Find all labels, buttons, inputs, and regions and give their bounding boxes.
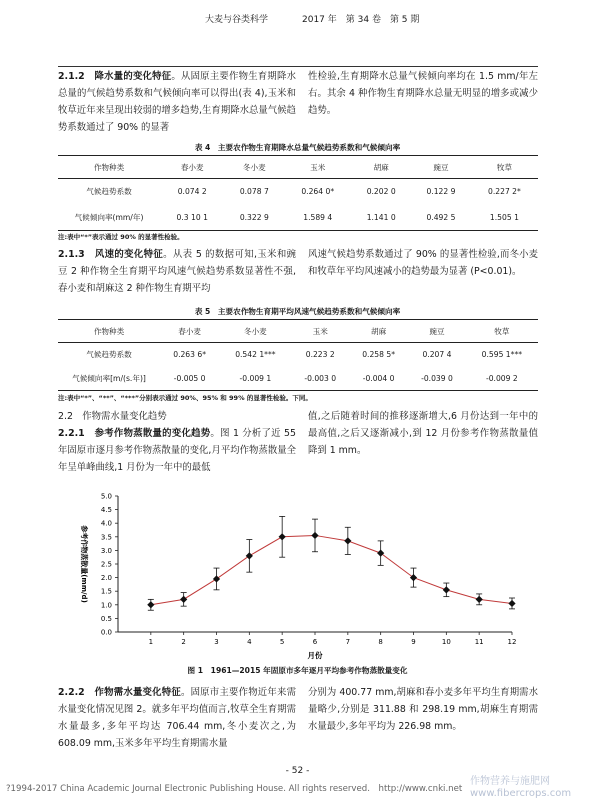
- table-4-caption: 表 4 主要农作物生育期降水总量气候趋势系数和气候倾向率: [194, 143, 401, 152]
- table-header-cell: 玉米: [284, 156, 351, 179]
- table-header-cell: 牧草: [466, 320, 538, 343]
- table-cell: -0.003 0: [292, 367, 349, 391]
- table-cell: -0.009 1: [219, 367, 291, 391]
- table-header-cell: 玉米: [292, 320, 349, 343]
- table-cell: 0.322 9: [224, 205, 284, 231]
- x-tick-label: 4: [247, 638, 252, 646]
- table-row: [58, 367, 538, 391]
- table-header-cell: 作物种类: [58, 156, 160, 179]
- table-header-cell: 冬小麦: [219, 320, 291, 343]
- data-point: [246, 552, 253, 559]
- y-tick-label: 1.5: [100, 587, 112, 596]
- page-number: - 52 -: [285, 766, 310, 776]
- table-row: [58, 205, 538, 231]
- table-cell: 0.263 6*: [173, 350, 207, 360]
- section-2-2-left: 2.2 作物需水量变化趋势 2.2.1 参考作物蒸散量的变化趋势。图 1 分析了近 55 年固原市逐月参考作物蒸散量的变化,月平均作物蒸散量全年呈单峰曲线,1 月份为一年中的最低: [58, 408, 296, 476]
- chart-series: [147, 516, 515, 610]
- data-point: [180, 596, 187, 603]
- section-2-2-heading: 2.2 作物需水量变化趋势: [58, 411, 167, 422]
- table-cell: -0.005 0: [160, 367, 219, 391]
- table-cell: -0.009 2: [466, 367, 538, 391]
- y-axis-label: 参考作物蒸散量(mm/d): [80, 525, 88, 603]
- table-cell: 0.223 2: [305, 350, 335, 360]
- section-2-1-3-right: 风速气候趋势系数通过了 90% 的显著性检验,而冬小麦和牧草年平均风速减小的趋势最为显著 (P<0.01)。: [308, 249, 538, 277]
- table-header-cell: 作物种类: [58, 320, 160, 343]
- x-tick-label: 10: [441, 638, 451, 646]
- section-2-2-1-heading: 2.2.1 参考作物蒸散量的变化趋势: [58, 428, 211, 439]
- table-cell: 1.589 4: [284, 205, 351, 231]
- data-point: [311, 532, 318, 539]
- data-point: [410, 574, 417, 581]
- section-2-1-2-left: 2.1.2 降水量的变化特征。从固原主要作物生育期降水总量的气候趋势系数和气候倾向率可以得出(表 4),玉米和牧草近年来呈现出较弱的增多趋势,生育期降水总量气候趋势系数通过了 90% 的显著: [58, 71, 296, 133]
- table-cell: 0.258 5*: [362, 350, 395, 360]
- table-cell: 0.3 10 1: [160, 205, 224, 231]
- watermark: [470, 776, 571, 800]
- table-row: [58, 343, 538, 367]
- table-header-cell: 胡麻: [349, 320, 408, 343]
- x-tick-label: 2: [181, 638, 186, 646]
- section-2-2-2-left: 2.2.2 作物需水量变化特征。固原市主要作物近年来需水量变化情况见图 2。就多年平均值而言,牧草全生育期需水量最多,多年平均达 706.44 mm,冬小麦次之,为 608.09 mm,玉米多年平均生育期需水量: [58, 687, 296, 749]
- data-point: [476, 596, 483, 603]
- y-tick-label: 4.0: [100, 519, 112, 528]
- table-row: [58, 179, 538, 205]
- table-cell: 0.227 2*: [488, 187, 521, 197]
- journal-name: 大麦与谷类科学: [205, 15, 269, 25]
- x-tick-label: 9: [411, 638, 416, 646]
- series-line: [151, 535, 512, 604]
- figure-1-caption: 图 1 1961—2015 年固原市多年逐月平均参考作物蒸散量变化: [187, 666, 408, 675]
- x-tick-label: 7: [345, 638, 351, 646]
- y-tick-label: 3.5: [100, 533, 112, 542]
- y-tick-label: 3.0: [100, 546, 112, 555]
- table-cell: -0.004 0: [349, 367, 408, 391]
- y-tick-label: 0.0: [100, 628, 112, 637]
- section-2-1-2-heading: 2.1.2 降水量的变化特征: [58, 71, 172, 82]
- copyright-line: ?1994-2017 China Academic Journal Electronic Publishing House. All rights reserved. http://www.cnki.net: [6, 784, 463, 794]
- figure-1-chart: [60, 486, 540, 662]
- table-header-cell: 牧草: [471, 156, 538, 179]
- data-point: [147, 601, 154, 608]
- data-point: [279, 533, 286, 540]
- y-tick-label: 2.5: [100, 560, 112, 569]
- header-rule: [58, 66, 538, 67]
- table-header-row: [58, 156, 538, 179]
- y-tick-label: 2.0: [100, 574, 112, 583]
- journal-issue: 2017 年 第 34 卷 第 5 期: [302, 15, 420, 25]
- section-2-1-3-heading: 2.1.3 风速的变化特征: [58, 249, 164, 260]
- table-cell: 气候倾向率(mm/年): [58, 205, 160, 231]
- table-cell: 气候趋势系数: [86, 187, 132, 197]
- section-2-2-2-right: 分别为 400.77 mm,胡麻和春小麦多年平均生育期需水量略少,分别是 311.88 和 298.19 mm,胡麻生育期需水量最少,多年平均为 226.98 mm。: [308, 687, 538, 732]
- data-point: [443, 586, 450, 593]
- table-cell: 0.074 2: [177, 187, 207, 197]
- table-4: [58, 155, 538, 231]
- chart-ticks: [101, 493, 517, 647]
- table-cell: 0.202 0: [366, 187, 396, 197]
- y-tick-label: 4.5: [100, 506, 112, 515]
- section-2-1-3-left: 2.1.3 风速的变化特征。从表 5 的数据可知,玉米和豌豆 2 种作物全生育期平均风速气候趋势系数显著性不强,春小麦和胡麻这 2 种作物生育期平均: [58, 249, 296, 294]
- table-cell: 1.141 0: [351, 205, 411, 231]
- data-point: [377, 550, 384, 557]
- watermark-cn: 作物营养与施肥网: [470, 776, 550, 787]
- data-point: [344, 537, 351, 544]
- table-header-cell: 胡麻: [351, 156, 411, 179]
- table-header-cell: 春小麦: [160, 320, 219, 343]
- x-tick-label: 12: [507, 638, 517, 646]
- table-cell: 0.595 1***: [481, 350, 523, 360]
- table-cell: 0.207 4: [422, 350, 452, 360]
- table-header-cell: 豌豆: [408, 320, 465, 343]
- running-header: [0, 12, 595, 30]
- table-header-cell: 豌豆: [411, 156, 471, 179]
- table-cell: -0.039 0: [408, 367, 465, 391]
- table-5-note: 注:表中“*”、“**”、“***”分别表示通过 90%、95% 和 99% 的显著性检验。下同。: [58, 394, 312, 402]
- table-header-cell: 春小麦: [160, 156, 224, 179]
- table-5-caption: 表 5 主要农作物生育期平均风速气候趋势系数和气候倾向率: [194, 307, 401, 316]
- table-header-cell: 冬小麦: [224, 156, 284, 179]
- data-point: [508, 600, 515, 607]
- x-tick-label: 1: [148, 638, 154, 646]
- x-tick-label: 11: [474, 638, 484, 646]
- table-cell: 气候倾向率[m/(s.年)]: [58, 367, 160, 391]
- y-tick-label: 1.0: [100, 601, 112, 610]
- table-cell: 0.122 9: [426, 187, 456, 197]
- table-cell: 0.542 1***: [235, 350, 276, 360]
- x-tick-label: 6: [312, 638, 318, 646]
- table-cell: 0.078 7: [239, 187, 269, 197]
- table-cell: 1.505 1: [471, 205, 538, 231]
- y-tick-label: 0.5: [100, 614, 112, 623]
- table-header-row: [58, 320, 538, 343]
- chart-axes: [118, 496, 512, 632]
- watermark-url: www.fibercrops.com: [470, 788, 572, 799]
- y-tick-label: 5.0: [100, 492, 112, 501]
- x-axis-label: 月份: [307, 651, 323, 660]
- x-tick-label: 8: [378, 638, 383, 646]
- x-tick-label: 3: [214, 638, 219, 646]
- table-5: [58, 319, 538, 391]
- x-tick-label: 5: [279, 638, 285, 646]
- table-cell: 0.492 5: [411, 205, 471, 231]
- section-2-1-2-right: 性检验,生育期降水总量气候倾向率均在 1.5 mm/年左右。其余 4 种作物生育期降水总量无明显的增多或减少趋势。: [308, 71, 538, 116]
- section-2-2-right: 值,之后随着时间的推移逐渐增大,6 月份达到一年中的最高值,之后又逐渐减小,到 12 月份参考作物蒸散量值降到 1 mm。: [308, 411, 538, 456]
- data-point: [213, 575, 220, 582]
- table-cell: 气候趋势系数: [86, 350, 132, 360]
- section-2-2-2-heading: 2.2.2 作物需水量变化特征: [58, 687, 181, 698]
- table-4-note: 注:表中“*”表示通过 90% 的显著性检验。: [58, 233, 184, 241]
- table-cell: 0.264 0*: [301, 187, 335, 197]
